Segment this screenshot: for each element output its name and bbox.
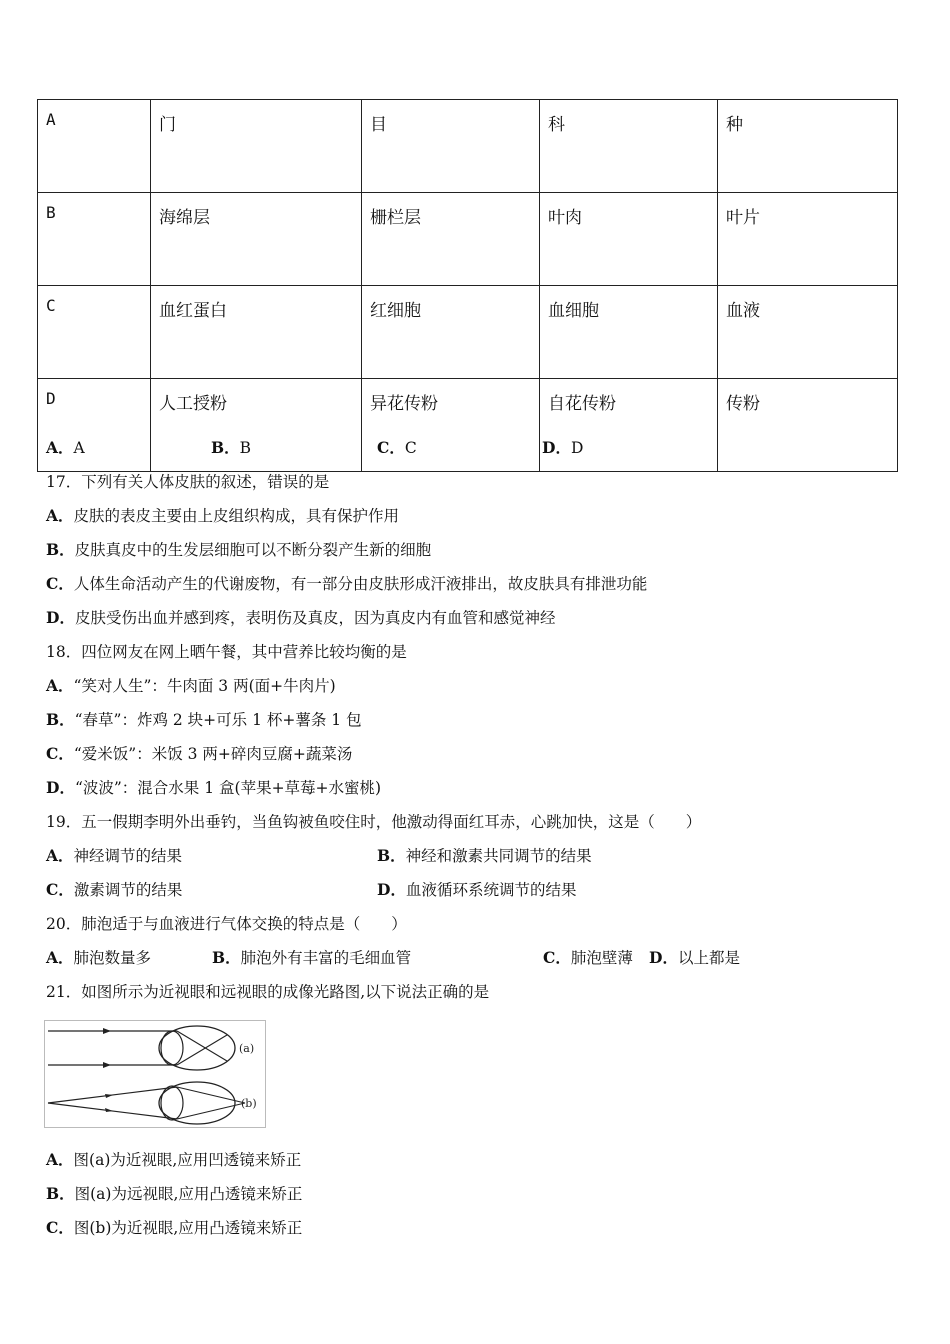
q21-option-c[interactable]: C．图(b)为近视眼,应用凸透镜来矫正 — [46, 1218, 303, 1237]
table-row — [38, 100, 898, 193]
table-cell: 血液 — [718, 286, 898, 379]
table-cell: 人工授粉 — [151, 379, 362, 472]
table-cell: 门 — [151, 100, 362, 193]
q19-option-c[interactable]: C．激素调节的结果 — [46, 880, 183, 899]
question-18-stem: 18．四位网友在网上晒午餐，其中营养比较均衡的是 — [46, 643, 407, 661]
q19-option-b[interactable]: B．神经和激素共同调节的结果 — [377, 846, 592, 865]
question-20-stem: 20．肺泡适于与血液进行气体交换的特点是（ ） — [46, 915, 407, 933]
table-row — [38, 193, 898, 286]
option-b[interactable]: B．B — [211, 438, 251, 457]
option-a[interactable]: A．A — [46, 438, 85, 457]
ray-line — [177, 1087, 245, 1103]
table-cell: 目 — [362, 100, 540, 193]
ray-line — [177, 1031, 227, 1061]
table-cell: 红细胞 — [362, 286, 540, 379]
q20-option-c[interactable]: C．肺泡壁薄 — [543, 948, 633, 967]
table-cell: B — [38, 193, 151, 286]
table-cell: C — [38, 286, 151, 379]
eye-b-outline — [159, 1082, 235, 1124]
table-row — [38, 379, 898, 472]
eye-optics-svg — [45, 1021, 265, 1127]
q21-option-b[interactable]: B．图(a)为远视眼,应用凸透镜来矫正 — [46, 1184, 303, 1203]
q18-option-d[interactable]: D．“波波”：混合水果 1 盒(苹果+草莓+水蜜桃) — [46, 778, 382, 797]
q17-option-d[interactable]: D．皮肤受伤出血并感到疼，表明伤及真皮，因为真皮内有血管和感觉神经 — [46, 608, 556, 627]
eye-b-lens — [161, 1086, 183, 1120]
question-17-stem: 17．下列有关人体皮肤的叙述，错误的是 — [46, 473, 330, 491]
q19-option-d[interactable]: D．血液循环系统调节的结果 — [377, 880, 577, 899]
table-cell: 栅栏层 — [362, 193, 540, 286]
table-cell: 传粉 — [718, 379, 898, 472]
classification-table — [37, 99, 898, 472]
ray-line — [177, 1035, 227, 1065]
q19-option-a[interactable]: A．神经调节的结果 — [46, 846, 183, 865]
q17-option-b[interactable]: B．皮肤真皮中的生发层细胞可以不断分裂产生新的细胞 — [46, 540, 432, 559]
q17-option-c[interactable]: C．人体生命活动产生的代谢废物，有一部分由皮肤形成汗液排出，故皮肤具有排泄功能 — [46, 574, 648, 593]
table-cell: 海绵层 — [151, 193, 362, 286]
eye-a-lens — [161, 1031, 183, 1065]
option-d[interactable]: D．D — [542, 438, 584, 457]
eye-optics-diagram — [44, 1020, 266, 1128]
q21-option-a[interactable]: A．图(a)为近视眼,应用凹透镜来矫正 — [46, 1150, 302, 1169]
q20-option-a[interactable]: A．肺泡数量多 — [46, 948, 152, 967]
table-cell: 叶片 — [718, 193, 898, 286]
q20-option-d[interactable]: D．以上都是 — [649, 948, 740, 967]
table-cell: 血红蛋白 — [151, 286, 362, 379]
table-cell: 种 — [718, 100, 898, 193]
question-19-stem: 19．五一假期李明外出垂钓，当鱼钩被鱼咬住时，他激动得面红耳赤，心跳加快，这是（ ） — [46, 813, 702, 831]
table-cell: 科 — [540, 100, 718, 193]
q18-option-c[interactable]: C．“爱米饭”：米饭 3 两+碎肉豆腐+蔬菜汤 — [46, 744, 353, 763]
ray-line — [177, 1103, 245, 1119]
arrow-icon — [103, 1062, 111, 1068]
question-21-stem: 21．如图所示为近视眼和远视眼的成像光路图,以下说法正确的是 — [46, 983, 490, 1001]
table-cell: 异花传粉 — [362, 379, 540, 472]
label-a: (a) — [239, 1042, 255, 1055]
eye-a-outline — [159, 1026, 235, 1070]
arrow-icon — [103, 1028, 111, 1034]
q18-option-b[interactable]: B．“春草”：炸鸡 2 块+可乐 1 杯+薯条 1 包 — [46, 710, 362, 729]
table-cell: A — [38, 100, 151, 193]
option-c[interactable]: C．C — [377, 438, 417, 457]
table-cell: 血细胞 — [540, 286, 718, 379]
q17-option-a[interactable]: A．皮肤的表皮主要由上皮组织构成，具有保护作用 — [46, 506, 400, 525]
table-cell: D — [38, 379, 151, 472]
classification-table-container — [37, 99, 897, 472]
table-row — [38, 286, 898, 379]
table-cell: 自花传粉 — [540, 379, 718, 472]
q18-option-a[interactable]: A．“笑对人生”：牛肉面 3 两(面+牛肉片) — [46, 676, 336, 695]
table-cell: 叶肉 — [540, 193, 718, 286]
q20-option-b[interactable]: B．肺泡外有丰富的毛细血管 — [212, 948, 412, 967]
label-b: (b) — [241, 1097, 257, 1110]
